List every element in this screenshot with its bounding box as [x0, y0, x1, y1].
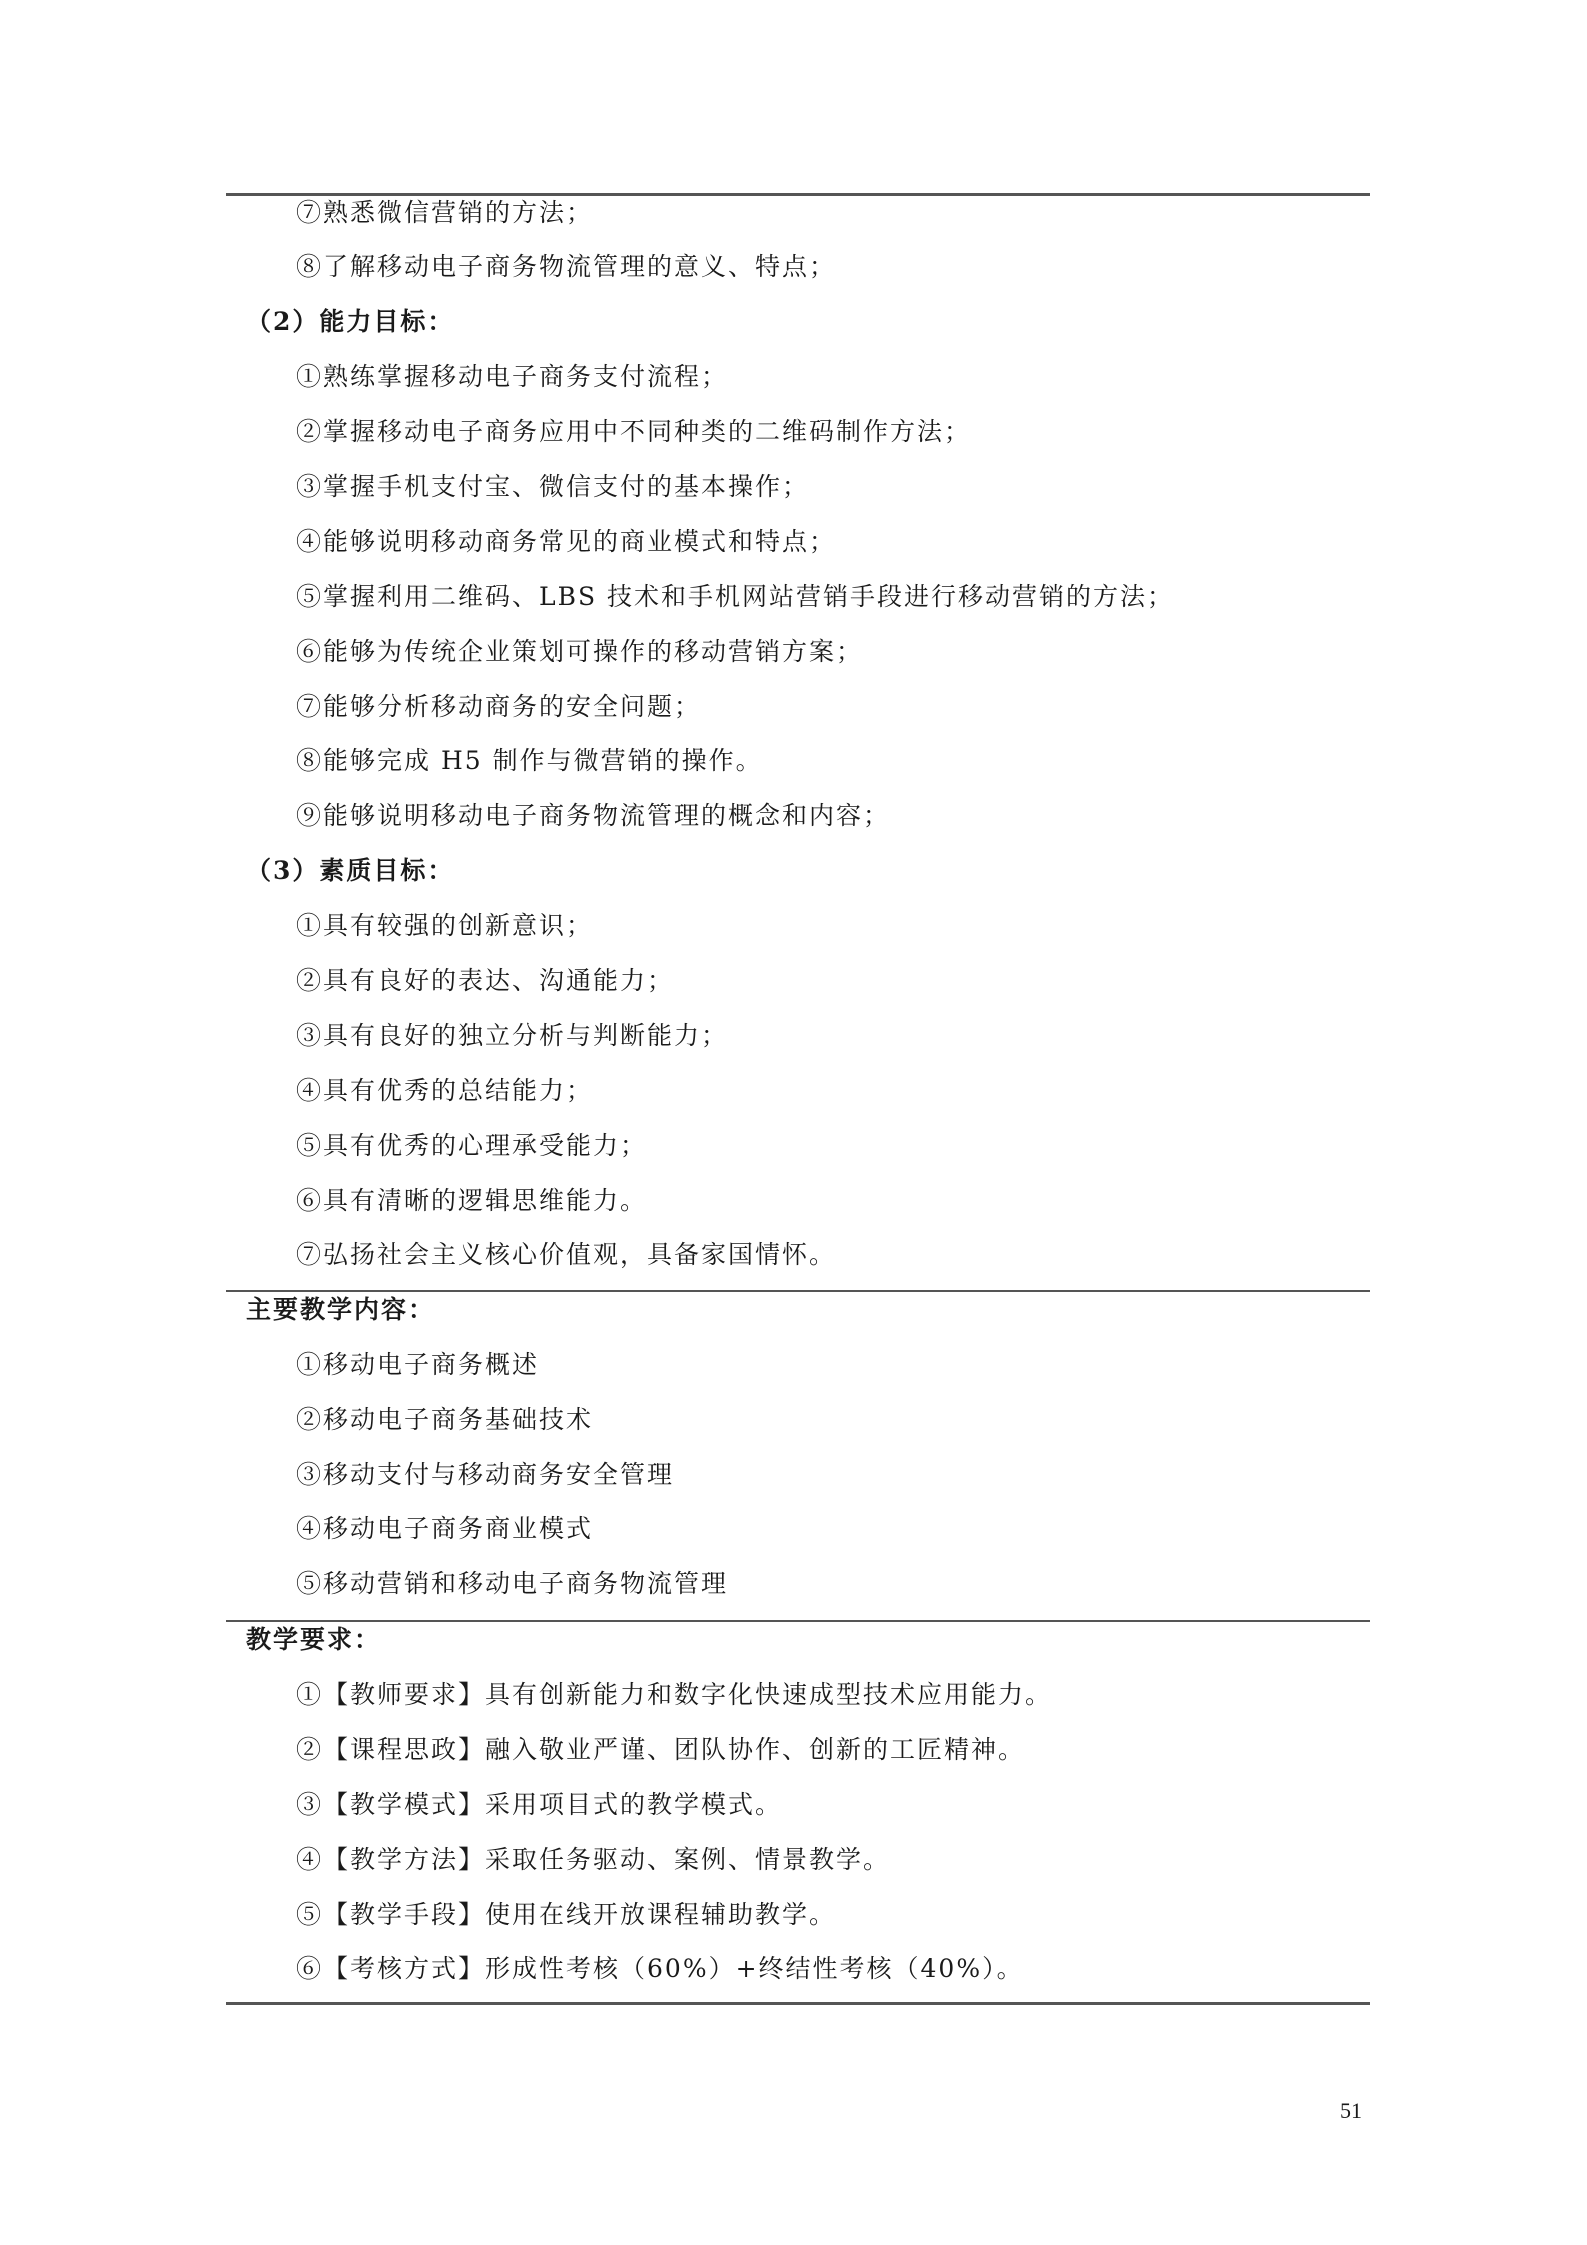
quality-item-4: ④具有优秀的总结能力； [296, 1076, 594, 1105]
requirement-item-3: ③【教学模式】采用项目式的教学模式。 [296, 1790, 783, 1819]
table-bottom-border [226, 2002, 1370, 2005]
ability-item-5: ⑤掌握利用二维码、LBS 技术和手机网站营销手段进行移动营销的方法； [296, 582, 1175, 611]
quality-item-6: ⑥具有清晰的逻辑思维能力。 [296, 1186, 648, 1215]
ability-item-1: ①熟练掌握移动电子商务支付流程； [296, 362, 729, 391]
quality-item-7: ⑦弘扬社会主义核心价值观，具备家国情怀。 [296, 1240, 837, 1269]
requirement-item-4: ④【教学方法】采取任务驱动、案例、情景教学。 [296, 1845, 891, 1874]
quality-item-5: ⑤具有优秀的心理承受能力； [296, 1131, 648, 1160]
content-item-2: ②移动电子商务基础技术 [296, 1405, 594, 1434]
requirement-item-5: ⑤【教学手段】使用在线开放课程辅助教学。 [296, 1900, 837, 1929]
ability-item-9: ⑨能够说明移动电子商务物流管理的概念和内容； [296, 801, 891, 830]
ability-item-7: ⑦能够分析移动商务的安全问题； [296, 692, 702, 721]
page-number: 51 [1340, 2098, 1362, 2123]
ability-heading: （2）能力目标： [246, 307, 455, 336]
knowledge-item-8: ⑧了解移动电子商务物流管理的意义、特点； [296, 252, 837, 281]
content-item-4: ④移动电子商务商业模式 [296, 1514, 594, 1543]
section-divider [226, 1620, 1370, 1622]
content-item-3: ③移动支付与移动商务安全管理 [296, 1460, 675, 1489]
ability-item-4: ④能够说明移动商务常见的商业模式和特点； [296, 527, 837, 556]
quality-heading: （3）素质目标： [246, 856, 455, 885]
quality-item-1: ①具有较强的创新意识； [296, 911, 594, 940]
table-top-border [226, 193, 1370, 196]
ability-item-6: ⑥能够为传统企业策划可操作的移动营销方案； [296, 637, 864, 666]
requirement-item-2: ②【课程思政】融入敬业严谨、团队协作、创新的工匠精神。 [296, 1735, 1026, 1764]
content-item-1: ①移动电子商务概述 [296, 1350, 540, 1379]
ability-item-2: ②掌握移动电子商务应用中不同种类的二维码制作方法； [296, 417, 972, 446]
quality-item-3: ③具有良好的独立分析与判断能力； [296, 1021, 729, 1050]
requirement-item-6: ⑥【考核方式】形成性考核（60%）+终结性考核（40%）。 [296, 1954, 1024, 1983]
ability-item-8: ⑧能够完成 H5 制作与微营销的操作。 [296, 746, 763, 775]
ability-item-3: ③掌握手机支付宝、微信支付的基本操作； [296, 472, 810, 501]
section-divider [226, 1290, 1370, 1292]
requirements-heading: 教学要求： [246, 1625, 382, 1654]
content-heading: 主要教学内容： [246, 1295, 436, 1324]
knowledge-item-7: ⑦熟悉微信营销的方法； [296, 198, 594, 227]
requirement-item-1: ①【教师要求】具有创新能力和数字化快速成型技术应用能力。 [296, 1680, 1053, 1709]
content-item-5: ⑤移动营销和移动电子商务物流管理 [296, 1569, 729, 1598]
quality-item-2: ②具有良好的表达、沟通能力； [296, 966, 675, 995]
